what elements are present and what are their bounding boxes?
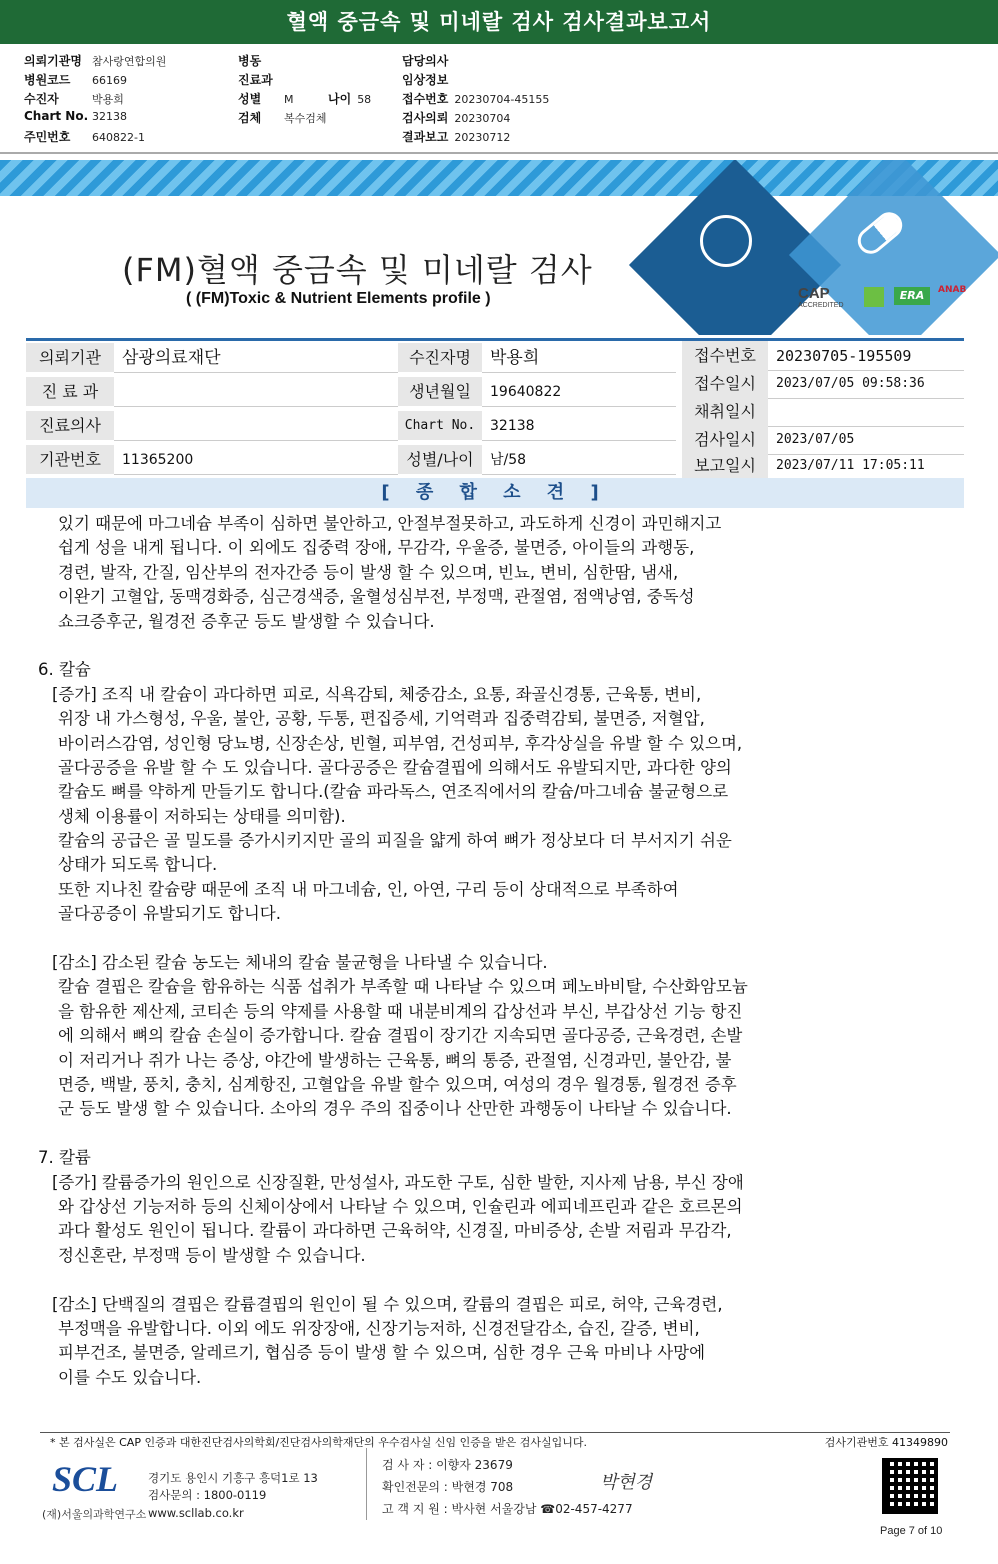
meta-requested: 검사의뢰 20230704 bbox=[402, 111, 511, 125]
value-doctor bbox=[114, 411, 398, 441]
value-org: 삼광의료재단 bbox=[114, 343, 398, 373]
lab-org-number: 검사기관번호 41349890 bbox=[824, 1436, 948, 1449]
text-line: 피부건조, 불면증, 알레르기, 협심증 등이 발생 할 수 있으며, 심한 경우 근육 마비나 사망에 bbox=[58, 1343, 706, 1363]
text-line: 있기 때문에 마그네슘 부족이 심하면 불안하고, 안절부절못하고, 과도하게 신경이 과민해지고 bbox=[58, 514, 722, 533]
scl-org-name: (재)서울의과학연구소 bbox=[42, 1508, 147, 1521]
meta-dept: 진료과 bbox=[238, 73, 273, 87]
text-line: [증가] 조직 내 칼슘이 과다하면 피로, 식욕감퇴, 체중감소, 요통, 좌골신경통, 근육통, 변비, bbox=[52, 684, 702, 704]
page-number: Page 7 of 10 bbox=[880, 1525, 943, 1537]
text-line: 경련, 발작, 간질, 임산부의 전자간증 등이 발생 할 수 있으며, 빈뇨, 변비, 심한땀, 냄새, bbox=[58, 562, 679, 582]
meta-ward: 병동 bbox=[238, 54, 262, 68]
text-line: 골다공증이 유발되기도 합니다. bbox=[58, 904, 281, 924]
text-line: 생체 이용률이 저하되는 상태를 의미함). bbox=[58, 806, 346, 826]
meta-clinical: 임상정보 bbox=[402, 73, 449, 87]
meta-reported: 결과보고 20230712 bbox=[402, 130, 511, 144]
lab-phone: 검사문의 : 1800-0119 bbox=[148, 1488, 267, 1502]
text-line: [증가] 칼륨증가의 원인으로 신장질환, 만성설사, 과도한 구토, 심한 발한, 지사제 남용, 부신 장애 bbox=[52, 1172, 744, 1192]
test-subtitle: ( (FM)Toxic & Nutrient Elements profile ) bbox=[186, 290, 491, 307]
value-patient: 박용희 bbox=[482, 343, 676, 373]
text-line: 쉽게 성을 내게 됩니다. 이 외에도 집중력 장애, 무감각, 우울증, 불면증, 아이들의 과행동, bbox=[58, 538, 695, 558]
label-doctor: 진료의사 bbox=[26, 411, 114, 441]
meta-patient: 수진자 박용희 bbox=[24, 92, 124, 106]
meta-chart: Chart No. 32138 bbox=[24, 109, 127, 123]
lm-logo bbox=[864, 287, 884, 307]
meta-age: 나이 58 bbox=[328, 92, 372, 106]
text-line: 을 함유한 제산제, 코티손 등의 약제를 사용할 때 내분비계의 갑상선과 부신, 부갑상선 기능 항진 bbox=[58, 1001, 743, 1021]
text-line: 칼슘도 뼈를 약하게 만들기도 합니다.(칼슘 파라독스, 연조직에서의 칼슘/마그네슘 불균형으로 bbox=[58, 782, 729, 802]
meta-request-org: 의뢰기관명 참사랑연합의원 bbox=[24, 54, 167, 68]
paragraph-gap bbox=[38, 634, 868, 658]
value-receipt-no: 20230705-195509 bbox=[768, 341, 964, 371]
value-report-dt: 2023/07/11 17:05:11 bbox=[768, 451, 964, 481]
text-line: 군 등도 발생 할 수 있습니다. 소아의 경우 주의 집중이나 산만한 과행동이 나타날 수 있습니다. bbox=[58, 1099, 732, 1119]
meta-doctor: 담당의사 bbox=[402, 54, 449, 68]
cap-logo: CAP ACCREDITED bbox=[798, 285, 844, 309]
signature: 박현경 bbox=[600, 1472, 653, 1493]
label-collect: 채취일시 bbox=[682, 397, 768, 427]
meta-receipt: 접수번호 20230704-45155 bbox=[402, 92, 550, 106]
label-org: 의뢰기관 bbox=[26, 343, 114, 373]
findings-text bbox=[38, 512, 868, 1390]
text-line: [감소] 감소된 칼슘 농도는 체내의 칼슘 불균형을 나타낼 수 있습니다. bbox=[52, 953, 548, 973]
text-line: 정신혼란, 부정맥 등이 발생할 수 있습니다. bbox=[58, 1245, 366, 1265]
meta-hospital-code: 병원코드 66169 bbox=[24, 73, 127, 87]
label-receipt-dt: 접수일시 bbox=[682, 369, 768, 399]
text-line: 바이러스감염, 성인형 당뇨병, 신장손상, 빈혈, 피부염, 건성피부, 후각상실을 유발 할 수 있으며, bbox=[58, 733, 743, 753]
text-line: 위장 내 가스형성, 우울, 불안, 공황, 두통, 편집증세, 기억력과 집중력감퇴, 불면증, 저혈압, bbox=[58, 709, 705, 729]
brain-icon bbox=[700, 215, 752, 267]
label-patient: 수진자명 bbox=[398, 343, 482, 373]
label-receipt-no: 접수번호 bbox=[682, 341, 768, 371]
test-title: (FM)혈액 중금속 및 미네랄 검사 bbox=[122, 251, 593, 289]
paragraph-gap bbox=[38, 1268, 868, 1292]
text-line: 6. 칼슘 bbox=[38, 660, 91, 680]
paragraph-gap bbox=[38, 1122, 868, 1146]
value-dept bbox=[114, 377, 398, 407]
text-line: 이완기 고혈압, 동맥경화증, 심근경색증, 울혈성심부전, 부정맥, 관절염, 점액낭염, 중독성 bbox=[58, 587, 695, 607]
label-dept: 진 료 과 bbox=[26, 377, 114, 407]
text-line: 에 의해서 뼈의 칼슘 손실이 증가합니다. 칼슘 결핍이 장기간 지속되면 골다공증, 근육경련, 손발 bbox=[58, 1026, 743, 1046]
value-birth: 19640822 bbox=[482, 377, 676, 407]
value-collect bbox=[768, 397, 964, 427]
text-line: 7. 칼륨 bbox=[38, 1148, 91, 1168]
section-title: [ 종 합 소 견 ] bbox=[26, 478, 964, 508]
value-test-dt: 2023/07/05 bbox=[768, 425, 964, 455]
era-logo: ERA bbox=[894, 287, 930, 305]
paragraph-gap bbox=[38, 927, 868, 951]
text-line: 또한 지나친 칼슘량 때문에 조직 내 마그네슘, 인, 아연, 구리 등이 상대적으로 부족하여 bbox=[58, 879, 679, 899]
text-line: 쇼크증후군, 월경전 증후군 등도 발생할 수 있습니다. bbox=[58, 611, 435, 631]
meta-sex: 성별 M bbox=[238, 92, 294, 106]
footer-divider bbox=[40, 1432, 950, 1433]
label-sex-age: 성별/나이 bbox=[398, 445, 482, 475]
accreditation-note: * 본 검사실은 CAP 인증과 대한진단검사의학회/진단검사의학재단의 우수검사실 신임 인증을 받은 검사실입니다. bbox=[50, 1436, 588, 1449]
label-test-dt: 검사일시 bbox=[682, 425, 768, 455]
text-line: 면증, 백발, 풍치, 충치, 심계항진, 고혈압을 유발 할수 있으며, 여성의 경우 월경통, 월경전 증후 bbox=[58, 1074, 737, 1094]
value-sex-age: 남/58 bbox=[482, 445, 676, 475]
text-line: 상태가 되도록 합니다. bbox=[58, 855, 218, 875]
label-birth: 생년월일 bbox=[398, 377, 482, 407]
label-chart: Chart No. bbox=[398, 411, 482, 441]
value-org-no: 11365200 bbox=[114, 445, 398, 475]
text-line: 이 저리거나 쥐가 나는 증상, 야간에 발생하는 근육통, 뼈의 통증, 관절염, 신경과민, 불안감, 불 bbox=[58, 1050, 732, 1070]
meta-rrn: 주민번호 640822-1 bbox=[24, 130, 145, 144]
lab-website[interactable]: www.scllab.co.kr bbox=[148, 1506, 244, 1520]
text-line: 골다공증을 유발 할 수 도 있습니다. 골다공증은 칼슘결핍에 의해서도 유발되지만, 과다한 양의 bbox=[58, 757, 732, 777]
text-line: 와 갑상선 기능저하 등의 신체이상에서 나타날 수 있으며, 인슐린과 에피네프린과 같은 호르몬의 bbox=[58, 1196, 743, 1216]
value-receipt-dt: 2023/07/05 09:58:36 bbox=[768, 369, 964, 399]
anab-logo: ANAB bbox=[938, 285, 967, 295]
text-line: 칼슘 결핍은 칼슘을 함유하는 식품 섭취가 부족할 때 나타날 수 있으며 페노바비탈, 수산화암모늄 bbox=[58, 977, 748, 997]
banner-stripe bbox=[0, 160, 998, 196]
meta-specimen: 검체 복수검체 bbox=[238, 111, 327, 125]
text-line: 과다 활성도 원인이 됩니다. 칼륨이 과다하면 근육허약, 신경질, 마비증상, 손발 저림과 무감각, bbox=[58, 1221, 732, 1241]
lab-address: 경기도 용인시 기흥구 흥덕1로 13 bbox=[148, 1471, 318, 1485]
qr-code bbox=[882, 1458, 938, 1514]
scl-logo: SCL bbox=[52, 1459, 119, 1499]
text-line: 이를 수도 있습니다. bbox=[58, 1367, 202, 1387]
report-meta bbox=[0, 44, 998, 154]
test-banner bbox=[0, 160, 998, 335]
customer-support: 고 객 지 원 : 박사현 서울강남 ☎02-457-4277 bbox=[382, 1502, 633, 1516]
report-footer bbox=[0, 1428, 998, 1564]
footer-vertical-divider bbox=[366, 1448, 367, 1520]
report-header-title: 혈액 중금속 및 미네랄 검사 검사결과보고서 bbox=[0, 0, 998, 44]
tester: 검 사 자 : 이향자 23679 bbox=[382, 1458, 513, 1472]
patient-info-table bbox=[26, 338, 964, 475]
label-org-no: 기관번호 bbox=[26, 445, 114, 475]
label-report-dt: 보고일시 bbox=[682, 451, 768, 481]
confirming-specialist: 확인전문의 : 박현경 708 bbox=[382, 1480, 514, 1494]
text-line: [감소] 단백질의 결핍은 칼륨결핍의 원인이 될 수 있으며, 칼륨의 결핍은 피로, 허약, 근육경련, bbox=[52, 1294, 723, 1314]
text-line: 부정맥을 유발합니다. 이외 에도 위장장애, 신장기능저하, 신경전달감소, 습진, 갈증, 변비, bbox=[58, 1318, 700, 1338]
value-chart: 32138 bbox=[482, 411, 676, 441]
text-line: 칼슘의 공급은 골 밀도를 증가시키지만 골의 피질을 얇게 하여 뼈가 정상보다 더 부서지기 쉬운 bbox=[58, 831, 732, 851]
